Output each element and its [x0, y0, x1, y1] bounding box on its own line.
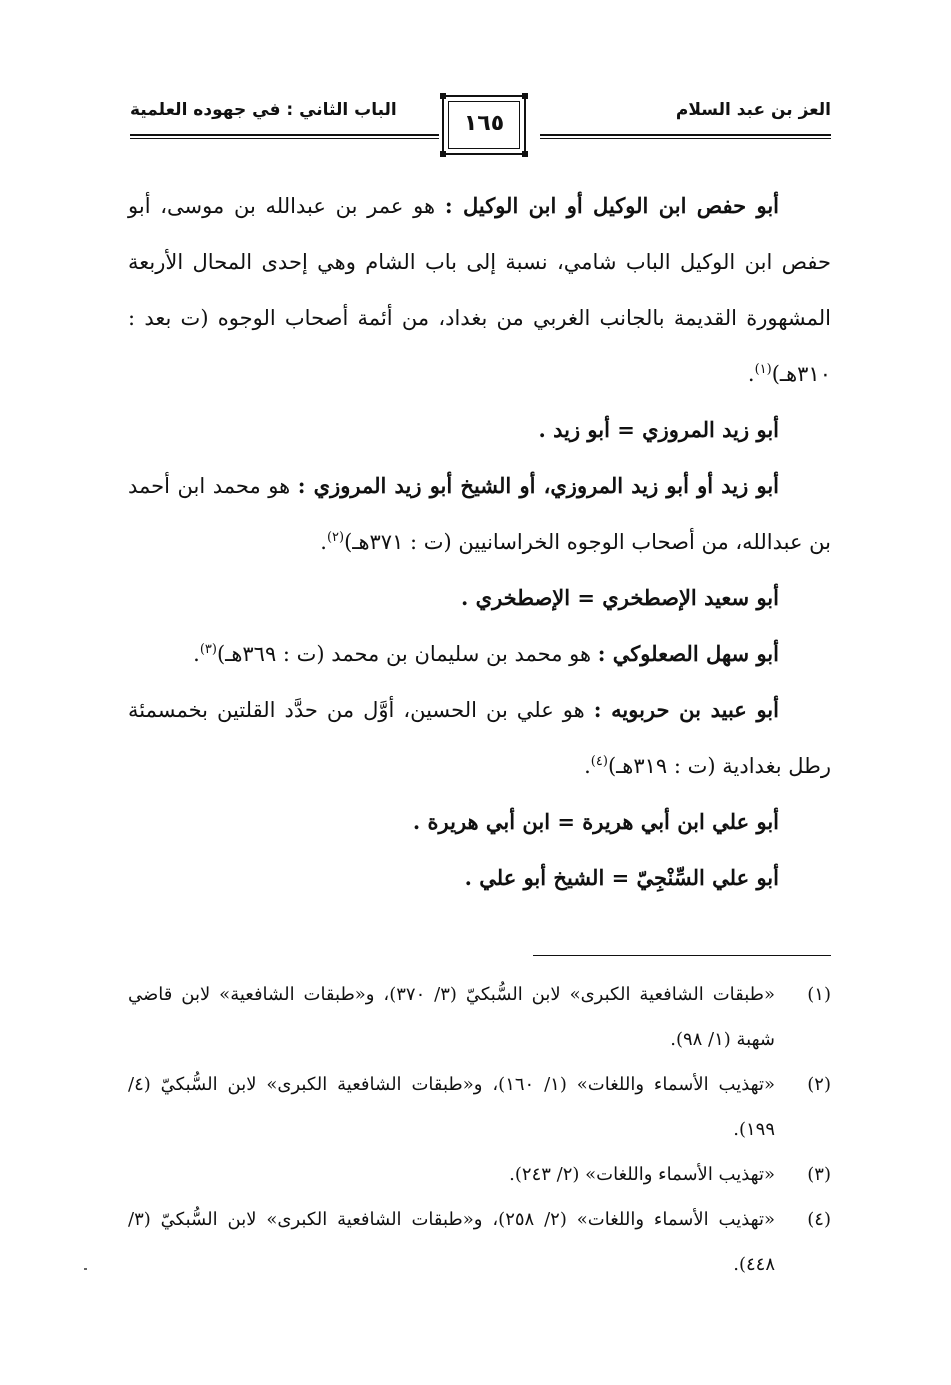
- entry-end: .: [193, 642, 200, 666]
- entry-text: هو محمد ابن أحمد بن عبدالله، من أصحاب الوجوه الخراسانيين (ت : ٣٧١هـ): [128, 474, 831, 554]
- frame-ornament: [440, 151, 446, 157]
- frame-ornament: [440, 93, 446, 99]
- entry-end: .: [584, 754, 591, 778]
- header-rule-left: [130, 134, 439, 139]
- entry-paragraph: [128, 178, 831, 402]
- entry-term: أبو علي السِّنْجِيّ = الشيخ أبو علي .: [464, 865, 779, 890]
- entry-term: أبو زيد أو أبو زيد المروزي، أو الشيخ أبو زيد المروزي :: [297, 473, 779, 498]
- footnote-text: «تهذيب الأسماء واللغات» (٢/ ٢٥٨)، و«طبقات الشافعية الكبرى» لابن السُّبكيّ (٣/ ٤٤٨).: [128, 1209, 775, 1275]
- footnote-number: (١): [807, 984, 831, 1005]
- footnotes: [128, 972, 831, 1287]
- entry-paragraph: [128, 570, 831, 626]
- entry-paragraph: [128, 402, 831, 458]
- footnote-text: «تهذيب الأسماء واللغات» (٢/ ٢٤٣).: [509, 1164, 775, 1185]
- entry-term: أبو سعيد الإصطخري = الإصطخري .: [461, 585, 779, 610]
- footnote-item: [128, 972, 831, 1062]
- footnote-number: (٢): [807, 1074, 831, 1095]
- footnote-text: «طبقات الشافعية الكبرى» لابن السُّبكيّ (٣/ ٣٧٠)، و«طبقات الشافعية» لابن قاضي شهبة (١/ ٩٨).: [128, 984, 775, 1050]
- entry-end: .: [320, 530, 327, 554]
- entry-term: أبو زيد المروزي = أبو زيد .: [538, 417, 779, 442]
- footnote-number: (٣): [807, 1164, 831, 1185]
- main-text: [128, 178, 831, 906]
- entry-term: أبو علي ابن أبي هريرة = ابن أبي هريرة .: [412, 809, 779, 834]
- footnote-number: (٤): [807, 1209, 831, 1230]
- entry-paragraph: [128, 626, 831, 682]
- running-head-chapter-title: الباب الثاني : في جهوده العلمية: [130, 100, 397, 120]
- entry-paragraph: [128, 458, 831, 570]
- footnote-ref[interactable]: (٣): [199, 642, 217, 657]
- entry-paragraph: [128, 794, 831, 850]
- footnote-ref[interactable]: (١): [754, 362, 772, 377]
- header-rule-right: [540, 134, 831, 139]
- footnote-item: [128, 1152, 831, 1197]
- entry-text: هو علي بن الحسين، أوَّل من حدَّد القلتين بخمسمئة رطل بغدادية (ت : ٣١٩هـ): [128, 698, 831, 778]
- page-number-frame: [442, 95, 526, 155]
- footnote-item: [128, 1197, 831, 1287]
- footnote-ref[interactable]: (٢): [326, 530, 345, 545]
- scan-speck: [84, 1268, 87, 1270]
- footnote-item: [128, 1062, 831, 1152]
- page-number: ١٦٥: [463, 111, 505, 136]
- frame-ornament: [522, 151, 528, 157]
- entry-term: أبو سهل الصعلوكي :: [597, 641, 779, 666]
- entry-paragraph: [128, 682, 831, 794]
- footnote-separator: [533, 955, 831, 956]
- entry-paragraph: [128, 850, 831, 906]
- entry-text: هو محمد بن سليمان بن محمد (ت : ٣٦٩هـ): [216, 642, 598, 666]
- footnote-ref[interactable]: (٤): [590, 754, 608, 769]
- entry-text: هو عمر بن عبدالله بن موسى، أبو حفص ابن الوكيل الباب شامي، نسبة إلى باب الشام وهي إحدى المحال الأربعة المشهورة القديمة بالجانب الغربي من بغداد، من أئمة أصحاب الوجوه (ت بعد : ٣١٠هـ): [128, 194, 831, 386]
- entry-end: .: [747, 362, 755, 386]
- footnote-text: «تهذيب الأسماء واللغات» (١/ ١٦٠)، و«طبقات الشافعية الكبرى» لابن السُّبكيّ (٤/ ١٩٩).: [128, 1074, 775, 1140]
- running-head-book-title: العز بن عبد السلام: [675, 100, 831, 120]
- entry-term: أبو حفص ابن الوكيل أو ابن الوكيل :: [444, 193, 780, 218]
- entry-term: أبو عبيد بن حربويه :: [593, 697, 779, 722]
- frame-ornament: [522, 93, 528, 99]
